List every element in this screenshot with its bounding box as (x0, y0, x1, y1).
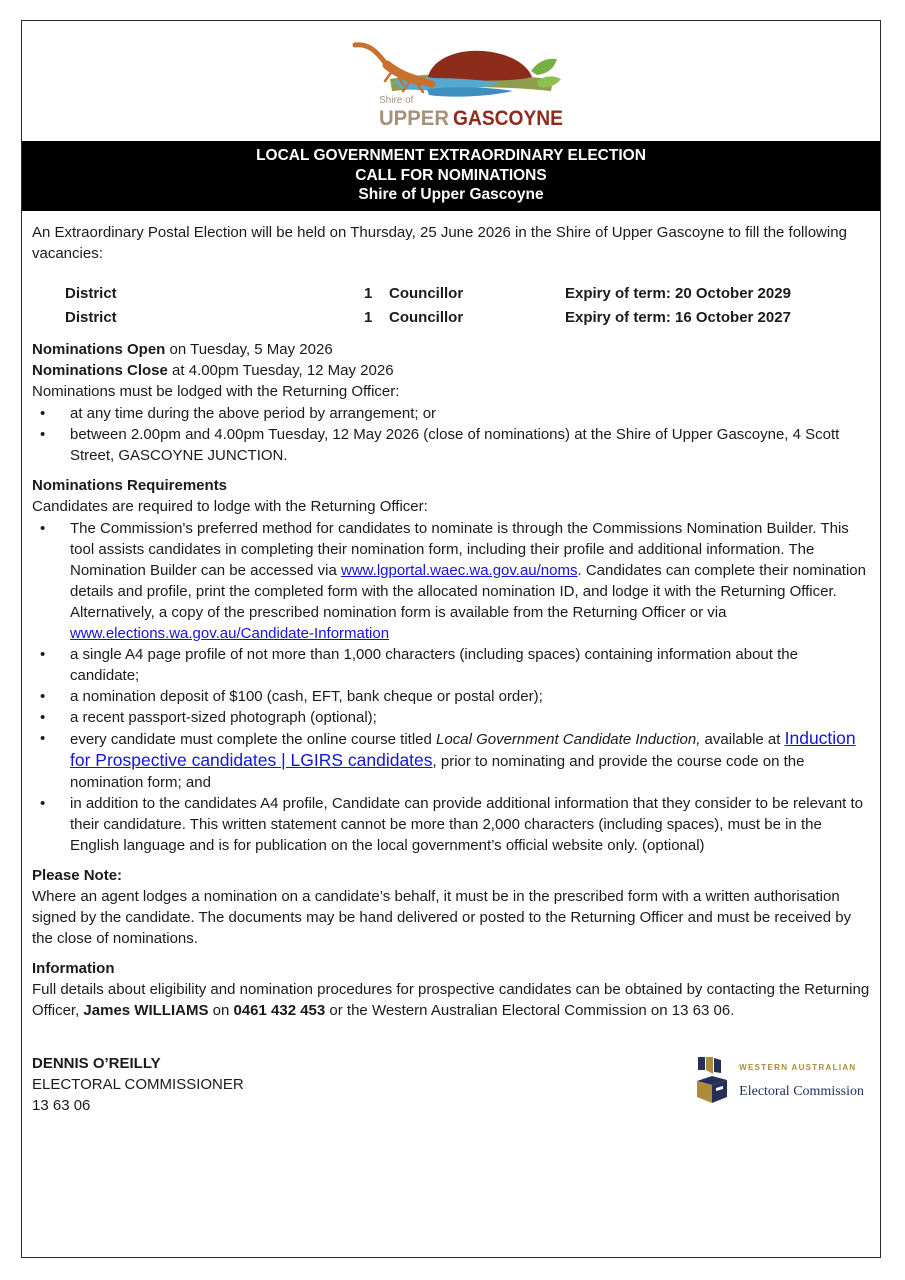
commissioner-phone: 13 63 06 (32, 1096, 91, 1114)
returning-officer-name: James WILLIAMS (83, 1001, 209, 1019)
requirement-text-segment: every candidate must complete the online course titled (70, 730, 437, 748)
vacancy-office: Councillor (389, 284, 464, 302)
banner-line-call: CALL FOR NOMINATIONS (355, 166, 547, 184)
logo-upper-text: UPPER (379, 107, 449, 130)
vacancy-expiry: Expiry of term: 20 October 2029 (565, 284, 791, 302)
document-body (22, 211, 880, 1116)
requirement-bullet-text: • a nomination deposit of $100 (cash, EFT, bank cheque or postal order); (70, 687, 543, 705)
lodgement-bullets (32, 403, 870, 466)
waec-logo-text (739, 1057, 864, 1102)
waec-electoral-commission-text: Electoral Commission (739, 1084, 864, 1099)
waec-ballot-box-icon (694, 1057, 730, 1103)
vacancy-count: 1 (364, 309, 373, 326)
requirement-bullet-text (70, 728, 870, 793)
vacancy-area: District (65, 284, 117, 302)
nominations-close-line (32, 360, 870, 381)
intro-paragraph: An Extraordinary Postal Election will be held on Thursday, 25 June 2026 in the Shire of Upper Gascoyne to fill the following vacancies: (32, 223, 847, 262)
requirement-bullet-text: • in addition to the candidates A4 profile, Candidate can provide additional information that they consider to be relevant to their candidature. This written statement cannot be more than 2,000 characters (including spaces), must be in the English language and is for publication on the local government’s official website only. (optional) (70, 794, 864, 854)
vacancy-expiry: Expiry of term: 16 October 2027 (565, 309, 791, 326)
document-page (21, 20, 881, 1258)
nominations-lodge-line: Nominations must be lodged with the Returning Officer: (32, 382, 400, 400)
shire-of-upper-gascoyne-logo-icon (335, 37, 567, 137)
vacancies-table (65, 282, 870, 331)
commissioner-title: ELECTORAL COMMISSIONER (32, 1075, 244, 1093)
nominations-open-text: on Tuesday, 5 May 2026 (165, 340, 333, 358)
vacancy-office: Councillor (389, 309, 464, 326)
logo-shire-of-text: Shire of (379, 95, 414, 106)
list-item (32, 686, 870, 707)
returning-officer-phone: 0461 432 453 (233, 1001, 326, 1019)
list-item (32, 518, 870, 644)
banner-line-shire: Shire of Upper Gascoyne (358, 186, 544, 203)
signature-text (32, 1053, 244, 1116)
please-note-body: Where an agent lodges a nomination on a candidate’s behalf, it must be in the prescribed form with a written authorisation signed by the candidate. The documents may be hand delivered or posted to the Returning Officer and must be received by the close of nominations. (32, 887, 852, 947)
logo-gascoyne-text: GASCOYNE (453, 107, 563, 130)
list-item (32, 793, 870, 856)
information-body (32, 979, 870, 1021)
information-text-segment: on (208, 1001, 234, 1019)
logo-hill (428, 51, 532, 81)
nominations-close-text: at 4.00pm Tuesday, 12 May 2026 (167, 361, 394, 379)
requirements-bullets (32, 518, 870, 856)
please-note-heading: Please Note: (32, 866, 123, 884)
vacancy-count: 1 (364, 284, 373, 302)
list-item (32, 707, 870, 728)
candidate-information-link[interactable]: www.elections.wa.gov.au/Candidate-Information (70, 624, 390, 642)
waec-western-australian-text: WESTERN AUSTRALIAN (739, 1063, 857, 1072)
list-item (32, 728, 870, 793)
nominations-open-label: Nominations Open (32, 340, 166, 358)
lodgement-bullet-text: • at any time during the above period by arrangement; or (70, 404, 437, 422)
table-row (65, 282, 870, 307)
signature-block (32, 1053, 870, 1116)
requirement-text-segment: The Commission's preferred method for candidates to nominate is through the Commissions Nomination Builder. This tool assists candidates in completing their nomination form, including their profile and additional information. The Nomination Builder can be accessed via (70, 519, 849, 579)
requirement-text-segment: . Candidates can complete their nomination details and profile, print the completed form with the allocated nomination ID, and lodge it with the Returning Officer. Alternatively, a copy of the prescribed nomination form is available from the Returning Officer or via (70, 561, 866, 621)
requirement-bullet-text: • a single A4 page profile of not more than 1,000 characters (including spaces) containing information about the candidate; (70, 645, 798, 684)
nominations-open-line (32, 339, 870, 360)
requirement-bullet-text (70, 518, 870, 644)
banner-line-election: LOCAL GOVERNMENT EXTRAORDINARY ELECTION (256, 147, 646, 164)
commissioner-name: DENNIS O’REILLY (32, 1054, 161, 1072)
nominations-dates (32, 339, 870, 402)
lodgement-bullet-text: • between 2.00pm and 4.00pm Tuesday, 12 May 2026 (close of nominations) at the Shire of Upper Gascoyne, 4 Scott Street, GASCOYNE JUNCTION. (70, 425, 840, 464)
vacancy-area: District (65, 309, 117, 326)
requirement-bullet-text: • a recent passport-sized photograph (optional); (70, 708, 377, 726)
information-text-segment: or the Western Australian Electoral Commission on 13 63 06. (325, 1001, 735, 1019)
nomination-builder-link[interactable]: www.lgportal.waec.wa.gov.au/noms (340, 561, 578, 579)
information-text-segment: Full details about eligibility and nomination procedures for prospective candidates can be obtained by contacting the Returning Officer, (32, 980, 870, 1019)
waec-logo (694, 1057, 864, 1103)
list-item (32, 424, 870, 466)
list-item (32, 644, 870, 686)
requirement-text-segment: , prior to nominating and provide the course code on the nomination form; and (70, 752, 805, 791)
list-item (32, 403, 870, 424)
course-title-italic: Local Government Candidate Induction, (436, 730, 701, 748)
induction-course-link[interactable]: Induction for Prospective candidates | LGIRS candidates (70, 727, 856, 770)
requirements-heading: Nominations Requirements (32, 476, 228, 494)
requirements-intro: Candidates are required to lodge with the Returning Officer: (32, 497, 428, 515)
shire-logo (22, 21, 880, 131)
nominations-close-label: Nominations Close (32, 361, 168, 379)
table-row (65, 306, 870, 331)
title-banner (22, 141, 880, 211)
information-heading: Information (32, 959, 115, 977)
requirement-text-segment: available at (700, 730, 785, 748)
logo-river-2 (427, 87, 513, 96)
